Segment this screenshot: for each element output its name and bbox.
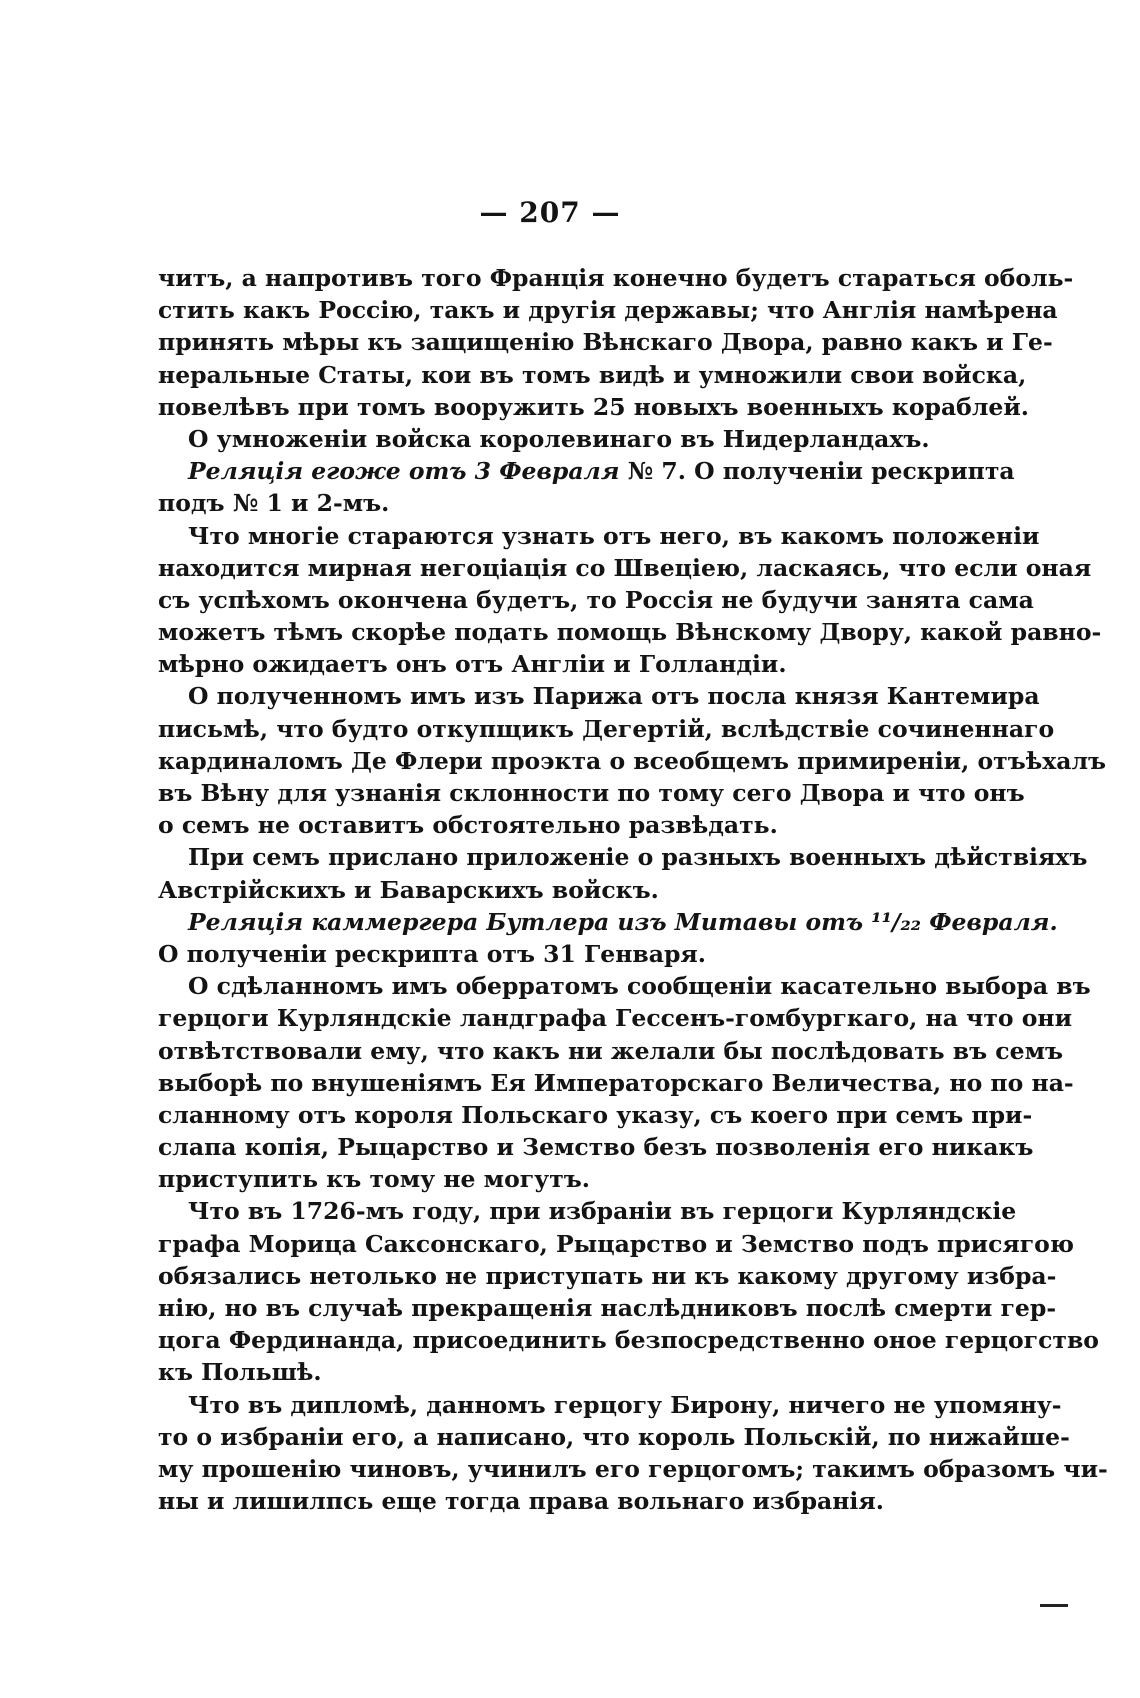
text-line: отвѣтствовали ему, что какъ ни желали бы послѣдовать въ семъ bbox=[158, 1036, 1064, 1065]
margin-dash-mark bbox=[1040, 1604, 1068, 1607]
paragraph bbox=[158, 970, 1091, 1195]
text-line: повелѣвъ при томъ вооружить 25 новыхъ военныхъ кораблей. bbox=[158, 392, 1029, 421]
text-line: Что въ дипломѣ, данномъ герцогу Бирону, ничего не упомяну- bbox=[188, 1390, 1062, 1419]
paragraph bbox=[158, 841, 1088, 905]
text-line: обязались нетолько не приступать ни къ какому другому избра- bbox=[158, 1261, 1057, 1290]
paragraph bbox=[158, 906, 1058, 970]
text-line: находится мирная негоціація со Швеціею, ласкаясь, что если оная bbox=[158, 553, 1092, 582]
text-line: ны и лишилпсь еще тогда права вольнаго избранія. bbox=[158, 1487, 884, 1516]
text-line bbox=[158, 455, 1015, 487]
text-line: приступить къ тому не могутъ. bbox=[158, 1165, 590, 1194]
relation-heading: Реляція каммергера Бутлера изъ Митавы отъ ¹¹/₂₂ Февраля. bbox=[188, 907, 1058, 936]
text-line: цога Фердинанда, присоединить безпосредственно оное герцогство bbox=[158, 1326, 1099, 1355]
paragraph bbox=[158, 1195, 1099, 1388]
paragraph bbox=[158, 455, 1015, 519]
text-line: О умноженіи войска королевинаго въ Нидерландахъ. bbox=[188, 424, 930, 453]
text-line: слапа копія, Рыцарство и Земство безъ позволенія его никакъ bbox=[158, 1133, 1034, 1162]
relation-heading: Реляція егожe отъ 3 Февраля bbox=[188, 457, 620, 486]
text-line: Что въ 1726-мъ году, при избраніи въ герцоги Курляндскіе bbox=[188, 1197, 1017, 1226]
text-line: подъ № 1 и 2-мъ. bbox=[158, 489, 390, 518]
page-number: — 207 — bbox=[479, 196, 621, 229]
text-line: о семъ не оставитъ обстоятельно развѣдать. bbox=[158, 811, 778, 840]
text-line: Что многіе стараются узнать отъ него, въ какомъ положеніи bbox=[188, 521, 1040, 550]
text-line: герцоги Курляндскіе ландграфа Гессенъ-гомбургкаго, на что они bbox=[158, 1004, 1073, 1033]
text-line: къ Польшѣ. bbox=[158, 1358, 322, 1387]
text-line: му прошенію чиновъ, учинилъ его герцогомъ; такимъ образомъ чи- bbox=[158, 1454, 1108, 1483]
text-line: О полученномъ имъ изъ Парижа отъ посла князя Кантемира bbox=[188, 682, 1040, 711]
text-line: О сдѣланномъ имъ оберратомъ сообщеніи касательно выбора въ bbox=[188, 972, 1091, 1001]
paragraph bbox=[158, 423, 938, 455]
text-line: При семъ прислано приложеніе о разныхъ военныхъ дѣйствіяхъ bbox=[188, 843, 1088, 872]
text-line: сланному отъ короля Польскаго указу, съ коего при семъ при- bbox=[158, 1100, 1033, 1129]
text-line: выборѣ по внушеніямъ Ея Императорскаго Величества, но по на- bbox=[158, 1068, 1074, 1097]
text-line: въ Вѣну для узнанія склонности по тому сего Двора и что онъ bbox=[158, 779, 1025, 807]
text-line: мѣрно ожидаетъ онъ отъ Англіи и Голландіи. bbox=[158, 650, 787, 679]
text-line: письмѣ, что будто откупщикъ Дегертій, вслѣдствіе сочиненнаго bbox=[158, 714, 1055, 743]
text-line: принять мѣры къ защищенію Вѣнскаго Двора, равно какъ и Ге- bbox=[158, 328, 1053, 357]
paragraph bbox=[158, 1389, 1108, 1518]
text-line: то о избраніи его, а написано, что король Польскій, по нижайше- bbox=[158, 1422, 1070, 1451]
text-line: нію, но въ случаѣ прекращенія наслѣдниковъ послѣ смерти гер- bbox=[158, 1294, 1057, 1322]
body-text bbox=[158, 262, 1108, 1517]
text-span: № 7. О полученіи рескрипта bbox=[619, 457, 1015, 486]
text-line: читъ, а напротивъ того Франція конечно будетъ стараться оболь- bbox=[158, 264, 1074, 292]
text-line: Австрійскихъ и Баварскихъ войскъ. bbox=[158, 875, 659, 904]
paragraph bbox=[158, 680, 1107, 841]
text-line: О полученіи рескрипта отъ 31 Генваря. bbox=[158, 939, 706, 968]
text-line: можетъ тѣмъ скорѣе подать помощь Вѣнскому Двору, какой равно- bbox=[158, 618, 1102, 647]
text-line: кардиналомъ Де Флери проэкта о всеобщемъ примиреніи, отъѣхалъ bbox=[158, 746, 1107, 775]
paragraph bbox=[158, 520, 1102, 681]
text-line: стить какъ Россію, такъ и другія державы; что Англія намѣрена bbox=[158, 296, 1058, 325]
text-line: неральные Статы, кои въ томъ видѣ и умножили свои войска, bbox=[158, 360, 1027, 389]
text-line: съ успѣхомъ окончена будетъ, то Россія не будучи занята сама bbox=[158, 585, 1034, 614]
text-line: графа Морица Саксонскаго, Рыцарство и Земство подъ присягою bbox=[158, 1229, 1074, 1258]
paragraph bbox=[158, 262, 1074, 423]
